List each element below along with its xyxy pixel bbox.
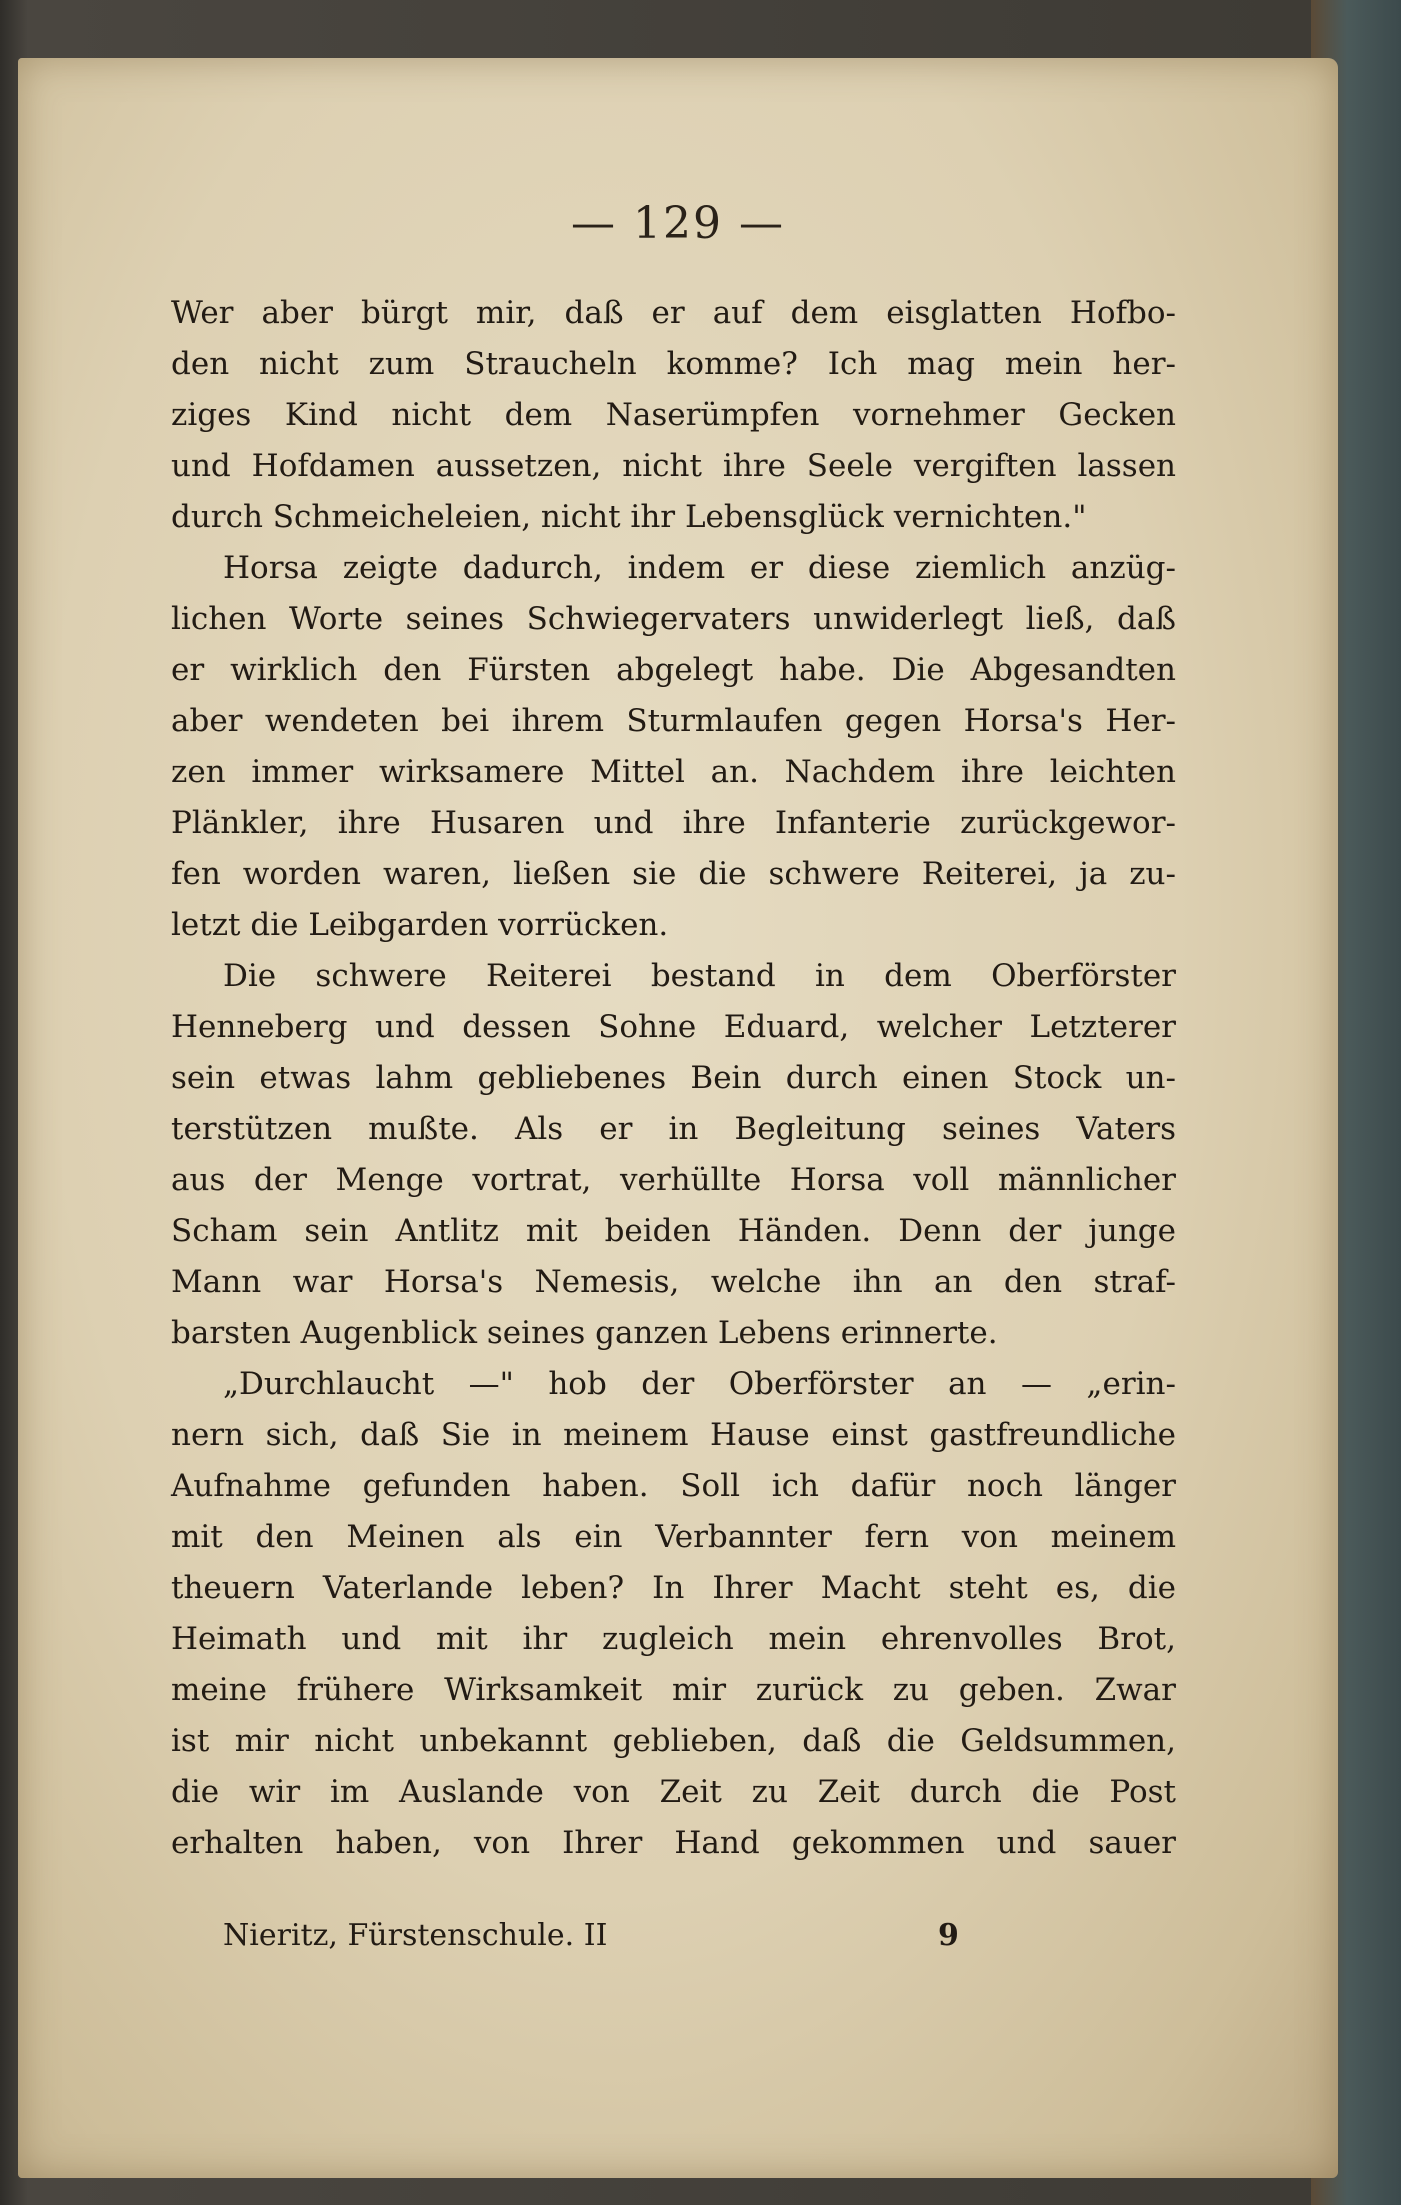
text-line: Wer aber bürgt mir, daß er auf dem eisglatten Hofbo-: [171, 295, 1176, 331]
page-number-header: — 129 —: [571, 198, 785, 249]
text-line: aus der Menge vortrat, verhüllte Horsa voll männlicher: [171, 1162, 1176, 1198]
text-line: durch Schmeicheleien, nicht ihr Lebensglück vernichten.": [171, 499, 1087, 535]
text-line: erhalten haben, von Ihrer Hand gekommen und sauer: [171, 1825, 1176, 1861]
text-line: terstützen mußte. Als er in Begleitung seines Vaters: [171, 1111, 1176, 1147]
text-line: Heimath und mit ihr zugleich mein ehrenvolles Brot,: [171, 1621, 1176, 1657]
text-line: Plänkler, ihre Husaren und ihre Infanterie zurückgewor-: [171, 805, 1176, 841]
book-page: [18, 58, 1338, 2178]
text-line: Scham sein Antlitz mit beiden Händen. Denn der junge: [171, 1213, 1176, 1249]
text-line: „Durchlaucht —" hob der Oberförster an — „erin-: [223, 1366, 1176, 1402]
text-line: aber wendeten bei ihrem Sturmlaufen gegen Horsa's Her-: [171, 703, 1176, 739]
text-line: ist mir nicht unbekannt geblieben, daß die Geldsummen,: [171, 1723, 1176, 1759]
footer-signature: Nieritz, Fürstenschule. II: [223, 1918, 608, 1953]
text-line: meine frühere Wirksamkeit mir zurück zu geben. Zwar: [171, 1672, 1176, 1708]
text-line: und Hofdamen aussetzen, nicht ihre Seele vergiften lassen: [171, 448, 1176, 484]
text-line: lichen Worte seines Schwiegervaters unwiderlegt ließ, daß: [171, 601, 1176, 637]
text-line: die wir im Auslande von Zeit zu Zeit durch die Post: [171, 1774, 1176, 1810]
text-line: Die schwere Reiterei bestand in dem Oberförster: [223, 958, 1176, 994]
text-line: er wirklich den Fürsten abgelegt habe. Die Abgesandten: [171, 652, 1176, 688]
body-text: [171, 288, 1176, 1869]
text-line: sein etwas lahm gebliebenes Bein durch einen Stock un-: [171, 1060, 1176, 1096]
text-line: ziges Kind nicht dem Naserümpfen vornehmer Gecken: [171, 397, 1176, 433]
text-line: Henneberg und dessen Sohne Eduard, welcher Letzterer: [171, 1009, 1176, 1045]
text-line: Aufnahme gefunden haben. Soll ich dafür noch länger: [171, 1468, 1176, 1504]
text-line: zen immer wirksamere Mittel an. Nachdem ihre leichten: [171, 754, 1176, 790]
text-line: fen worden waren, ließen sie die schwere Reiterei, ja zu-: [171, 856, 1176, 892]
text-line: barsten Augenblick seines ganzen Lebens erinnerte.: [171, 1315, 998, 1351]
text-line: nern sich, daß Sie in meinem Hause einst gastfreundliche: [171, 1417, 1176, 1453]
text-line: Mann war Horsa's Nemesis, welche ihn an den straf-: [171, 1264, 1176, 1300]
footer-sheet-number: 9: [938, 1918, 959, 1953]
text-line: Horsa zeigte dadurch, indem er diese ziemlich anzüg-: [223, 550, 1176, 586]
text-line: theuern Vaterlande leben? In Ihrer Macht steht es, die: [171, 1570, 1176, 1606]
text-line: mit den Meinen als ein Verbannter fern von meinem: [171, 1519, 1176, 1555]
text-line: letzt die Leibgarden vorrücken.: [171, 907, 669, 943]
text-line: den nicht zum Straucheln komme? Ich mag mein her-: [171, 346, 1176, 382]
